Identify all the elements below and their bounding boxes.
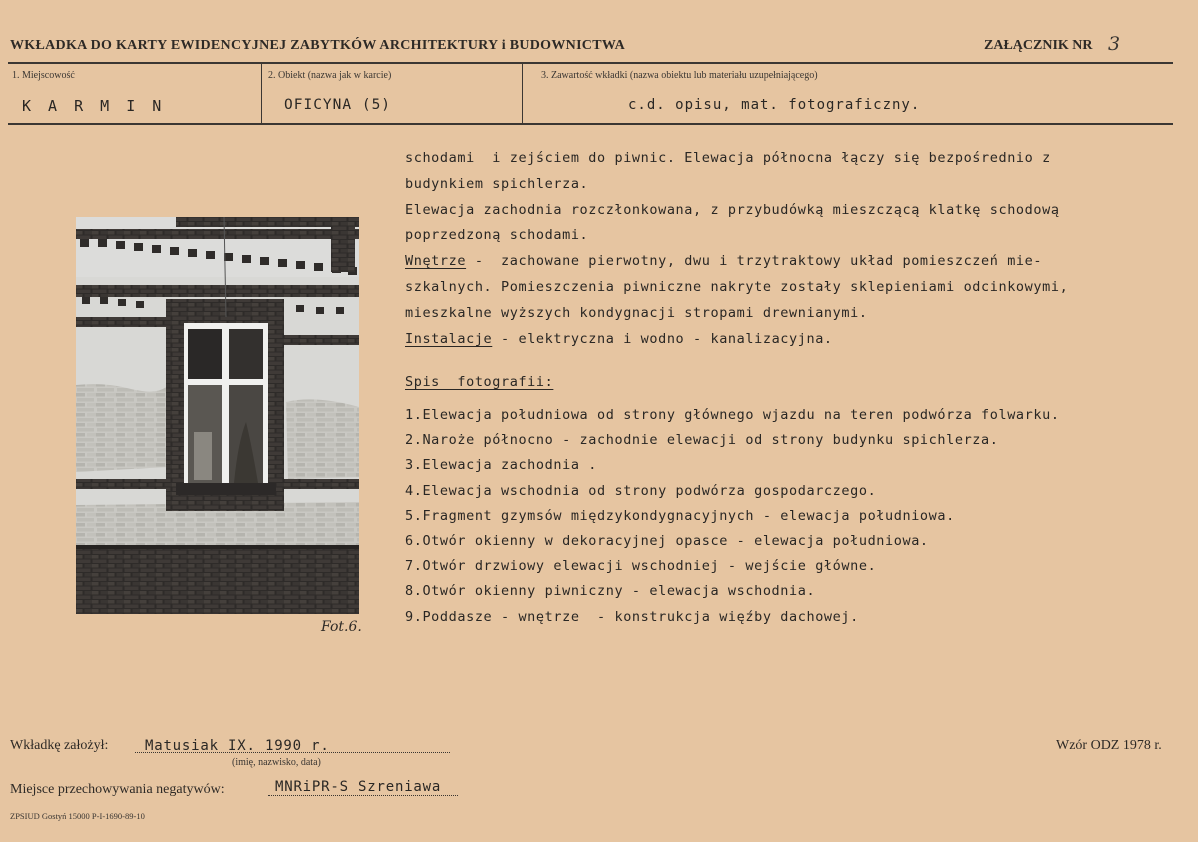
description-line: poprzedzoną schodami. bbox=[405, 227, 589, 244]
installations-label: Instalacje bbox=[405, 330, 493, 347]
locality-value: K A R M I N bbox=[22, 97, 166, 115]
annex-number: 3 bbox=[1108, 33, 1121, 55]
interior-label: Wnętrze bbox=[405, 253, 467, 270]
list-item: 6.Otwór okienny w dekoracyjnej opasce - elewacja południowa. bbox=[405, 532, 929, 549]
photo-list bbox=[405, 369, 1195, 630]
list-item: 5.Fragment gzymsów międzykondygnacyjnych - elewacja południowa. bbox=[405, 507, 955, 524]
form-title: WKŁADKA DO KARTY EWIDENCYJNEJ ZABYTKÓW ARCHITEKTURY i BUDOWNICTWA bbox=[10, 38, 626, 53]
description-line: szkalnych. Pomieszczenia piwniczne nakryte zostały sklepieniami odcinkowymi, bbox=[405, 278, 1069, 295]
storage-dotline bbox=[268, 795, 458, 796]
object-label: 2. Obiekt (nazwa jak w karcie) bbox=[268, 70, 392, 81]
window-facade-photo bbox=[76, 217, 359, 614]
description-line: mieszkalne wyższych kondygnacji stropami drewnianymi. bbox=[405, 304, 868, 321]
photo-list-heading: Spis fotografii: bbox=[405, 374, 554, 390]
object-value: OFICYNA (5) bbox=[284, 97, 392, 113]
installations-text: - elektryczna i wodno - kanalizacyjna. bbox=[492, 330, 833, 347]
list-item: 1.Elewacja południowa od strony głównego wjazdu na teren podwórza folwarku. bbox=[405, 407, 1060, 423]
installations-line bbox=[405, 327, 1183, 353]
rule-fields-bottom bbox=[8, 123, 1173, 125]
list-item: 4.Elewacja wschodnia od strony podwórza gospodarczego. bbox=[405, 482, 877, 499]
description bbox=[405, 146, 1183, 352]
created-by-hint: (imię, nazwisko, data) bbox=[232, 757, 321, 768]
print-code: ZPSIUD Gostyń 15000 P-I-1690-89-10 bbox=[10, 811, 145, 821]
list-item: 9.Poddasze - wnętrze - konstrukcja więźby dachowej. bbox=[405, 608, 859, 625]
contents-label: 3. Zawartość wkładki (nazwa obiektu lub materiału uzupełniającego) bbox=[541, 70, 818, 81]
created-by-value: Matusiak IX. 1990 r. bbox=[145, 738, 330, 754]
list-item: 7.Otwór drzwiowy elewacji wschodniej - wejście główne. bbox=[405, 558, 877, 575]
contents-value: c.d. opisu, mat. fotograficzny. bbox=[628, 97, 921, 113]
created-by-dotline bbox=[135, 752, 450, 753]
description-line: schodami i zejściem do piwnic. Elewacja północna łączy się bezpośrednio z bbox=[405, 150, 1051, 166]
list-item: 2.Naroże północno - zachodnie elewacji od strony budynku spichlerza. bbox=[405, 432, 999, 449]
form-code: Wzór ODZ 1978 r. bbox=[1056, 738, 1162, 753]
building-photo bbox=[76, 217, 359, 614]
rule-divider-2 bbox=[522, 64, 523, 123]
storage-label: Miejsce przechowywania negatywów: bbox=[10, 782, 225, 797]
description-line: budynkiem spichlerza. bbox=[405, 175, 589, 192]
interior-text: - zachowane pierwotny, dwu i trzytraktowy układ pomieszczeń mie- bbox=[466, 253, 1043, 270]
list-item: 8.Otwór okienny piwniczny - elewacja wschodnia. bbox=[405, 583, 816, 600]
rule-divider-1 bbox=[261, 64, 262, 123]
rule-top bbox=[8, 62, 1173, 64]
annex-label: ZAŁĄCZNIK NR bbox=[984, 38, 1093, 53]
created-by-label: Wkładkę założył: bbox=[10, 738, 109, 753]
locality-label: 1. Miejscowość bbox=[12, 70, 75, 81]
photo-caption: Fot.6. bbox=[321, 619, 362, 635]
interior-line bbox=[405, 249, 1183, 275]
storage-value: MNRiPR-S Szreniawa bbox=[275, 779, 442, 795]
description-line: Elewacja zachodnia rozczłonkowana, z przybudówką mieszczącą klatkę schodową bbox=[405, 201, 1060, 218]
list-item: 3.Elewacja zachodnia . bbox=[405, 457, 598, 474]
